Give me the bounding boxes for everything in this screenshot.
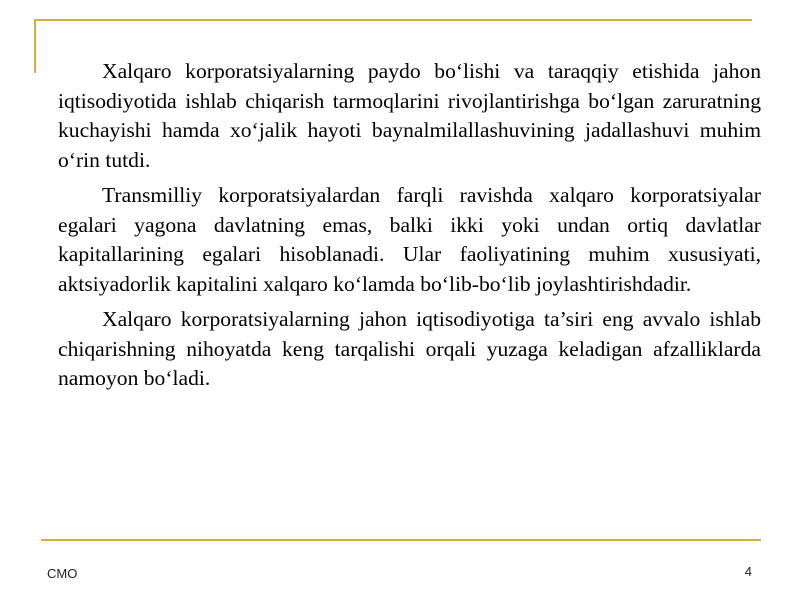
- paragraph-1: Xalqaro korporatsiyalarning paydo bo‘lishi va taraqqiy etishida jahon iqtisodiyotida ishlab chiqarish tarmoqlarini rivojlantirishga bo‘lgan zaruratning kuchayishi hamda xo‘jalik hayoti baynalmilallashuvining jadallashuvi muhim o‘rin tutdi.: [58, 59, 761, 172]
- page-number: 4: [744, 564, 752, 579]
- left-accent-line: [34, 19, 36, 73]
- top-accent-line: [34, 19, 752, 21]
- bottom-accent-line: [41, 539, 761, 541]
- footer-label: CMO: [47, 566, 78, 581]
- paragraph-2: Transmilliy korporatsiyalardan farqli ravishda xalqaro korporatsiyalar egalari yagona davlatning emas, balki ikki yoki undan ortiq davlatlar kapitallarining egalari hisoblanadi. Ular faoliyatining muhim xususiyati, aktsiyadorlik kapitalini xalqaro ko‘lamda bo‘lib-bo‘lib joylashtirishdadir.: [58, 183, 761, 296]
- slide-body: [58, 57, 761, 400]
- paragraph-3: Xalqaro korporatsiyalarning jahon iqtisodiyotiga ta’siri eng avvalo ishlab chiqarishning nihoyatda keng tarqalishi orqali yuzaga keladigan afzalliklarda namoyon bo‘ladi.: [58, 307, 761, 390]
